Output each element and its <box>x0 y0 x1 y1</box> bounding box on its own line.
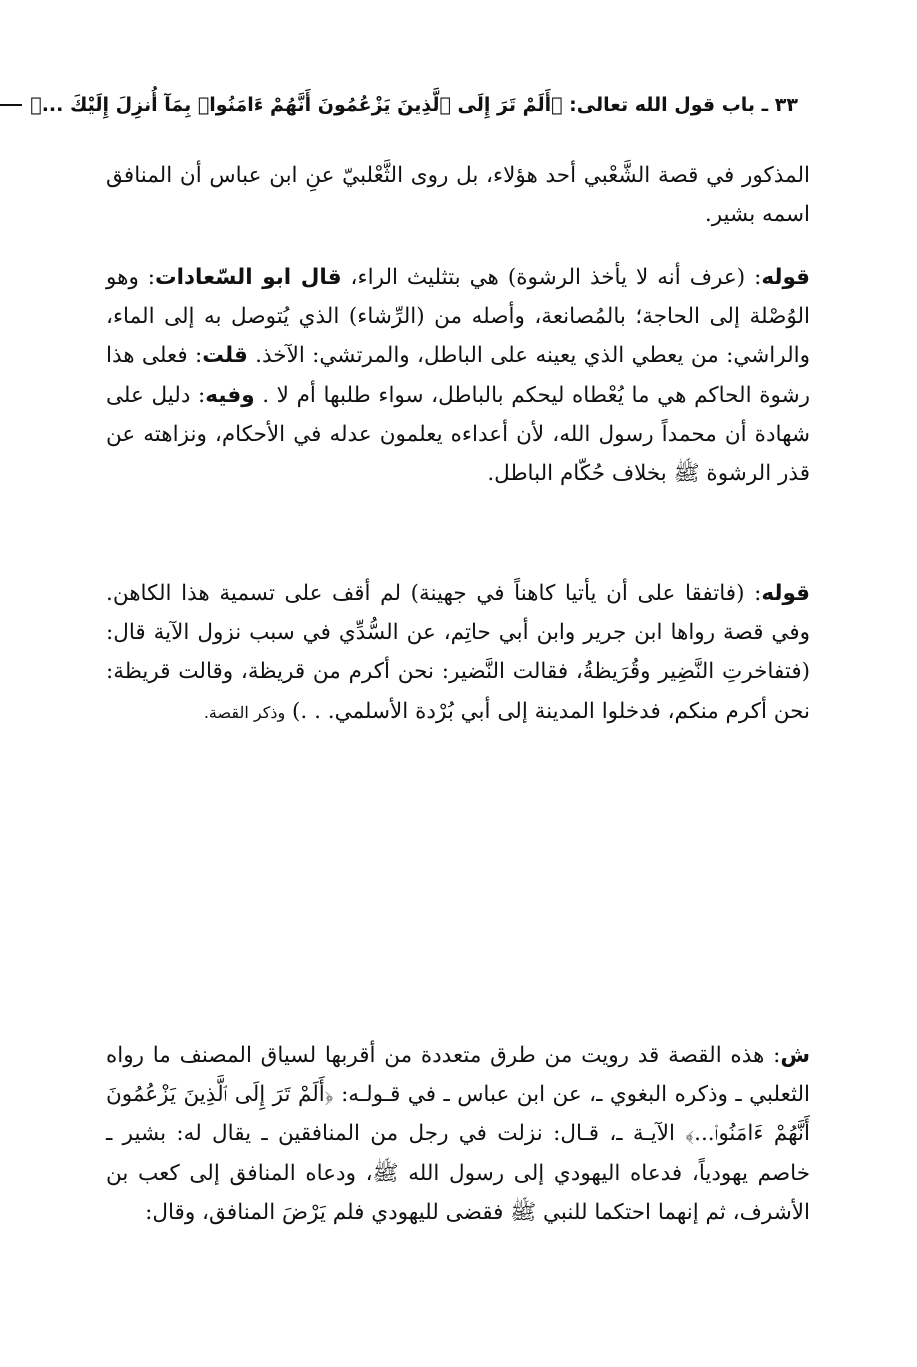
chapter-title: ٣٣ ـ باب قول الله تعالى: ﴿أَلَمْ تَرَ إِلَى ٱلَّذِينَ يَزْعُمُونَ أَنَّهُمْ ءَامَنُوا۟ بِمَآ أُنزِلَ إِلَيْكَ ...﴾ <box>30 94 798 116</box>
header-number-group <box>0 93 30 118</box>
paragraph-2-text-3: : فعلى هذا رشوة الحاكم هي ما يُعْطاه ليحكم بالباطل، سواء طلبها أم لا . <box>106 343 810 408</box>
header-rule <box>0 104 22 106</box>
paragraph-2-text-4: : دليل على شهادة أن محمداً رسول الله، لأن أعداءه يعلمون عدله في الأحكام، ونزاهته عن قذر الرشوة ﷺ بخلاف حُكّام الباطل. <box>106 382 810 487</box>
paragraph-4-text-1: : هذه القصة قد رويت من طرق متعددة من أقربها لسياق المصنف ما رواه الثعلبي ـ وذكره البغوي ـ، عن ابن عباس ـ في قـولـه: ﴿أَلَمْ تَرَ إِلَى ٱلَّذِينَ يَزْعُمُونَ أَنَّهُمْ ءَامَنُوا۟...﴾ الآيـة ـ، قـال: نزلت في رجل من المنافقين ـ يقال له: بشير ـ خاصم يهودياً، فدعاه اليهودي إلى رسول الله ﷺ، ودعاه المنافق إلى كعب بن الأشرف، ثم إنهما احتكما للنبي ﷺ فقضى لليهودي فلم يَرْضَ المنافق، وقال: <box>106 1043 810 1225</box>
running-header <box>22 88 798 122</box>
label-sh: ش <box>780 1043 810 1068</box>
paragraph-3 <box>106 574 810 732</box>
paragraph-3-small-note: وذكر القصة. <box>203 702 286 722</box>
label-qala-abu-alsaadat: قال ابو السّعادات <box>155 265 342 290</box>
paragraph-1-text: المذكور في قصة الشَّعْبي أحد هؤلاء، بل روى الثَّعْلبيّ عنِ ابن عباس أن المنافق اسمه بشير. <box>106 163 810 228</box>
paragraph-2-text-2: : وهو الوُصْلة إلى الحاجة؛ بالمُصانعة، وأصله من (الرِّشاء) الذي يُتوصل به إلى الماء، والراشي: من يعطي الذي يعينه على الباطل، والمرتشي: الآخذ. <box>106 265 810 369</box>
paragraph-3-text <box>106 574 810 732</box>
paragraph-2 <box>106 258 810 493</box>
paragraph-4-commentary <box>106 1036 810 1232</box>
paragraph-2-text <box>106 258 810 493</box>
label-qawluh: قوله <box>761 265 810 290</box>
label-qultu: قلت <box>202 343 248 369</box>
paragraph-2-text-1: : (عرف أنه لا يأخذ الرشوة) هي بتثليث الراء، <box>341 265 762 290</box>
paragraph-3-text-1: : (فاتفقا على أن يأتيا كاهناً في جهينة) لم أقف على تسمية هذا الكاهن. وفي قصة رواها ابن جرير وابن أبي حاتِم، عن السُّدِّي في سبب نزول الآية قال: (فتفاخرتِ النَّضِير وقُرَيظةُ، فقالت النَّضير: نحن أكرم من قريظة، وقالت قريظة: نحن أكرم منكم، فدخلوا المدينة إلى أبي بُرْدة الأسلمي. . .) <box>106 581 810 724</box>
label-qawluh: قوله <box>761 581 810 606</box>
label-wafihi: وفيه <box>205 382 255 408</box>
paragraph-1 <box>106 156 810 234</box>
paragraph-4-text <box>106 1036 810 1232</box>
